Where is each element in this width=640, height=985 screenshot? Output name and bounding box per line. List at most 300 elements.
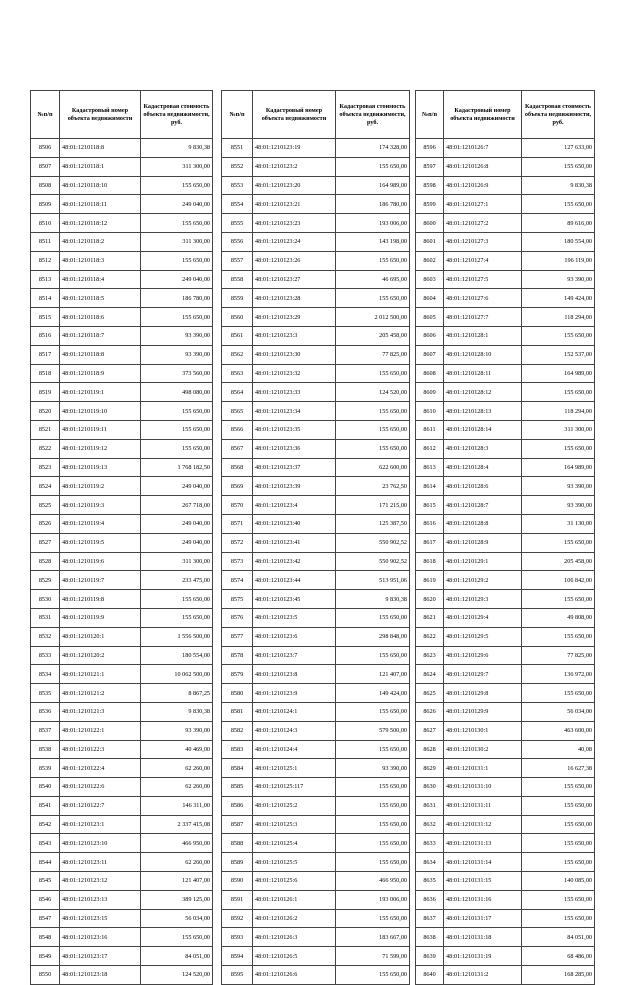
cadastral-number: 48:01:1210118:8 <box>60 139 141 158</box>
table-row <box>31 721 213 740</box>
table-row <box>31 533 213 552</box>
cadastral-value: 155 650,00 <box>522 590 595 609</box>
table-row <box>416 740 595 759</box>
cadastral-value: 155 650,00 <box>522 533 595 552</box>
cadastral-value: 62 260,00 <box>141 759 213 778</box>
row-number: 8593 <box>222 928 253 947</box>
row-number: 8613 <box>416 458 444 477</box>
cadastral-number: 48:01:1210128:9 <box>444 533 522 552</box>
cadastral-number: 48:01:1210129:8 <box>444 684 522 703</box>
table-row <box>416 815 595 834</box>
row-number: 8596 <box>416 139 444 158</box>
table-row <box>416 514 595 533</box>
cadastral-number: 48:01:1210123:26 <box>253 251 336 270</box>
row-number: 8524 <box>31 477 60 496</box>
cadastral-value: 498 080,00 <box>141 383 213 402</box>
cadastral-value: 56 034,00 <box>141 909 213 928</box>
cadastral-number: 48:01:1210123:32 <box>253 364 336 383</box>
row-number: 8592 <box>222 909 253 928</box>
cadastral-number: 48:01:1210118:2 <box>60 232 141 251</box>
cadastral-number: 48:01:1210127:7 <box>444 308 522 327</box>
cadastral-value: 171 215,00 <box>336 496 410 515</box>
row-number: 8558 <box>222 270 253 289</box>
cadastral-value: 155 650,00 <box>141 402 213 421</box>
row-number: 8532 <box>31 627 60 646</box>
row-number: 8549 <box>31 947 60 966</box>
cadastral-value: 311 300,00 <box>522 420 595 439</box>
row-number: 8578 <box>222 646 253 665</box>
row-number: 8562 <box>222 345 253 364</box>
cadastral-number: 48:01:1210119:2 <box>60 477 141 496</box>
row-number: 8542 <box>31 815 60 834</box>
table-row <box>222 590 410 609</box>
cadastral-value: 155 650,00 <box>141 590 213 609</box>
cadastral-value: 466 950,00 <box>336 872 410 891</box>
table-row <box>416 872 595 891</box>
row-number: 8508 <box>31 176 60 195</box>
table-header-row <box>222 91 410 139</box>
row-number: 8621 <box>416 608 444 627</box>
cadastral-value: 180 554,00 <box>141 646 213 665</box>
table-row <box>31 759 213 778</box>
table-row <box>222 496 410 515</box>
cadastral-value: 23 762,50 <box>336 477 410 496</box>
table-row <box>416 289 595 308</box>
row-number: 8538 <box>31 740 60 759</box>
cadastral-value: 118 294,00 <box>522 402 595 421</box>
cadastral-number: 48:01:1210128:1 <box>444 326 522 345</box>
cadastral-value: 550 902,52 <box>336 533 410 552</box>
cadastral-number: 48:01:1210123:1 <box>60 815 141 834</box>
cadastral-number: 48:01:1210126:6 <box>253 966 336 985</box>
cadastral-number: 48:01:1210126:8 <box>444 157 522 176</box>
cadastral-value: 127 633,00 <box>522 139 595 158</box>
cadastral-value: 466 950,00 <box>141 834 213 853</box>
cadastral-number: 48:01:1210130:1 <box>444 721 522 740</box>
row-number: 8577 <box>222 627 253 646</box>
table-row <box>416 627 595 646</box>
cadastral-value: 46 695,00 <box>336 270 410 289</box>
cadastral-number: 48:01:1210131:2 <box>444 966 522 985</box>
table-row <box>31 646 213 665</box>
table-row <box>31 383 213 402</box>
cadastral-number: 48:01:1210131:17 <box>444 909 522 928</box>
cadastral-value: 155 650,00 <box>522 815 595 834</box>
table-header-row <box>416 91 595 139</box>
cadastral-value: 93 390,00 <box>522 496 595 515</box>
table-row <box>416 157 595 176</box>
cadastral-number: 48:01:1210123:4 <box>253 496 336 515</box>
table-row <box>31 439 213 458</box>
cadastral-value: 155 650,00 <box>141 251 213 270</box>
cadastral-number: 48:01:1210119:10 <box>60 402 141 421</box>
cadastral-number: 48:01:1210123:36 <box>253 439 336 458</box>
row-number: 8570 <box>222 496 253 515</box>
cadastral-number: 48:01:1210119:6 <box>60 552 141 571</box>
cadastral-value: 249 040,00 <box>141 195 213 214</box>
cadastral-number: 48:01:1210127:3 <box>444 232 522 251</box>
table-row <box>31 552 213 571</box>
row-number: 8529 <box>31 571 60 590</box>
cadastral-value: 155 650,00 <box>522 778 595 797</box>
cadastral-value: 2 337 415,08 <box>141 815 213 834</box>
table-row <box>222 364 410 383</box>
cadastral-value: 16 627,38 <box>522 759 595 778</box>
table-row <box>416 270 595 289</box>
table-row <box>222 665 410 684</box>
cadastral-number: 48:01:1210119:5 <box>60 533 141 552</box>
cadastral-value: 155 650,00 <box>522 627 595 646</box>
cadastral-number: 48:01:1210129:6 <box>444 646 522 665</box>
row-number: 8507 <box>31 157 60 176</box>
cadastral-value: 62 260,00 <box>141 778 213 797</box>
cadastral-number: 48:01:1210128:14 <box>444 420 522 439</box>
cadastral-number: 48:01:1210126:9 <box>444 176 522 195</box>
table-row <box>222 420 410 439</box>
row-number: 8566 <box>222 420 253 439</box>
header-cadastral: Кадастровый номер объекта недвижимости <box>60 91 141 139</box>
cadastral-number: 48:01:1210131:19 <box>444 947 522 966</box>
cadastral-number: 48:01:1210131:15 <box>444 872 522 891</box>
cadastral-number: 48:01:1210123:19 <box>253 139 336 158</box>
table-row <box>222 947 410 966</box>
cadastral-value: 125 387,50 <box>336 514 410 533</box>
table-row <box>416 214 595 233</box>
row-number: 8617 <box>416 533 444 552</box>
cadastral-value: 186 780,00 <box>141 289 213 308</box>
table-row <box>222 402 410 421</box>
cadastral-value: 155 650,00 <box>141 928 213 947</box>
cadastral-value: 152 537,00 <box>522 345 595 364</box>
row-number: 8514 <box>31 289 60 308</box>
table-row <box>222 383 410 402</box>
table-row <box>31 496 213 515</box>
cadastral-number: 48:01:1210123:39 <box>253 477 336 496</box>
cadastral-value: 155 650,00 <box>522 853 595 872</box>
cadastral-number: 48:01:1210119:9 <box>60 608 141 627</box>
cadastral-number: 48:01:1210122:4 <box>60 759 141 778</box>
table-row <box>416 646 595 665</box>
table-row <box>222 289 410 308</box>
table-row <box>31 289 213 308</box>
cadastral-number: 48:01:1210129:1 <box>444 552 522 571</box>
cadastral-value: 93 390,00 <box>141 721 213 740</box>
table-row <box>31 176 213 195</box>
table-row <box>31 966 213 985</box>
cadastral-number: 48:01:1210125:1 <box>253 759 336 778</box>
cadastral-number: 48:01:1210126:7 <box>444 139 522 158</box>
table-row <box>31 195 213 214</box>
row-number: 8624 <box>416 665 444 684</box>
cadastral-number: 48:01:1210128:11 <box>444 364 522 383</box>
cadastral-number: 48:01:1210123:45 <box>253 590 336 609</box>
table-row <box>31 853 213 872</box>
row-number: 8601 <box>416 232 444 251</box>
table-row <box>222 909 410 928</box>
table-row <box>416 345 595 364</box>
table-row <box>31 872 213 891</box>
table-row <box>31 890 213 909</box>
cadastral-number: 48:01:1210123:29 <box>253 308 336 327</box>
row-number: 8633 <box>416 834 444 853</box>
table-row <box>222 439 410 458</box>
cadastral-value: 186 780,00 <box>336 195 410 214</box>
row-number: 8581 <box>222 702 253 721</box>
row-number: 8516 <box>31 326 60 345</box>
cadastral-number: 48:01:1210118:8 <box>60 345 141 364</box>
table-row <box>222 533 410 552</box>
cadastral-number: 48:01:1210118:7 <box>60 326 141 345</box>
cadastral-value: 155 650,00 <box>336 778 410 797</box>
row-number: 8541 <box>31 796 60 815</box>
cadastral-value: 267 718,00 <box>141 496 213 515</box>
row-number: 8545 <box>31 872 60 891</box>
row-number: 8598 <box>416 176 444 195</box>
cadastral-value: 155 650,00 <box>336 646 410 665</box>
row-number: 8563 <box>222 364 253 383</box>
table-row <box>416 439 595 458</box>
table-row <box>31 345 213 364</box>
cadastral-value: 62 260,00 <box>141 853 213 872</box>
cadastral-value: 155 650,00 <box>336 439 410 458</box>
cadastral-value: 155 650,00 <box>522 834 595 853</box>
cadastral-table-1 <box>30 90 213 985</box>
cadastral-number: 48:01:1210123:42 <box>253 552 336 571</box>
cadastral-number: 48:01:1210128:4 <box>444 458 522 477</box>
cadastral-value: 183 667,00 <box>336 928 410 947</box>
cadastral-value: 205 458,00 <box>336 326 410 345</box>
table-row <box>31 214 213 233</box>
header-value: Кадастровая стоимость объекта недвижимости, руб. <box>522 91 595 139</box>
cadastral-number: 48:01:1210123:16 <box>60 928 141 947</box>
cadastral-number: 48:01:1210119:13 <box>60 458 141 477</box>
cadastral-value: 71 599,00 <box>336 947 410 966</box>
row-number: 8513 <box>31 270 60 289</box>
cadastral-number: 48:01:1210128:6 <box>444 477 522 496</box>
cadastral-number: 48:01:1210123:33 <box>253 383 336 402</box>
cadastral-value: 155 650,00 <box>522 439 595 458</box>
row-number: 8544 <box>31 853 60 872</box>
table-row <box>222 966 410 985</box>
table-row <box>222 702 410 721</box>
cadastral-number: 48:01:1210127:6 <box>444 289 522 308</box>
cadastral-value: 9 830,38 <box>141 702 213 721</box>
row-number: 8627 <box>416 721 444 740</box>
table-row <box>416 966 595 985</box>
cadastral-number: 48:01:1210125:4 <box>253 834 336 853</box>
row-number: 8630 <box>416 778 444 797</box>
row-number: 8583 <box>222 740 253 759</box>
table-row <box>416 796 595 815</box>
cadastral-number: 48:01:1210126:5 <box>253 947 336 966</box>
cadastral-number: 48:01:1210123:37 <box>253 458 336 477</box>
row-number: 8604 <box>416 289 444 308</box>
row-number: 8631 <box>416 796 444 815</box>
table-row <box>222 608 410 627</box>
cadastral-value: 155 650,00 <box>336 740 410 759</box>
cadastral-number: 48:01:1210121:1 <box>60 665 141 684</box>
row-number: 8573 <box>222 552 253 571</box>
cadastral-number: 48:01:1210120:2 <box>60 646 141 665</box>
row-number: 8527 <box>31 533 60 552</box>
cadastral-number: 48:01:1210118:9 <box>60 364 141 383</box>
row-number: 8586 <box>222 796 253 815</box>
cadastral-value: 121 407,00 <box>141 872 213 891</box>
row-number: 8520 <box>31 402 60 421</box>
table-row <box>222 872 410 891</box>
header-num: №п/п <box>416 91 444 139</box>
cadastral-value: 249 040,00 <box>141 533 213 552</box>
cadastral-number: 48:01:1210123:24 <box>253 232 336 251</box>
row-number: 8609 <box>416 383 444 402</box>
table-row <box>31 157 213 176</box>
row-number: 8543 <box>31 834 60 853</box>
cadastral-value: 193 006,00 <box>336 214 410 233</box>
cadastral-number: 48:01:1210131:11 <box>444 796 522 815</box>
row-number: 8568 <box>222 458 253 477</box>
cadastral-number: 48:01:1210123:28 <box>253 289 336 308</box>
table-row <box>416 139 595 158</box>
row-number: 8515 <box>31 308 60 327</box>
cadastral-number: 48:01:1210131:16 <box>444 890 522 909</box>
cadastral-number: 48:01:1210118:10 <box>60 176 141 195</box>
cadastral-value: 155 650,00 <box>336 702 410 721</box>
row-number: 8556 <box>222 232 253 251</box>
cadastral-value: 155 650,00 <box>141 176 213 195</box>
row-number: 8506 <box>31 139 60 158</box>
row-number: 8517 <box>31 345 60 364</box>
table-row <box>416 665 595 684</box>
table-row <box>416 834 595 853</box>
table-row <box>416 251 595 270</box>
cadastral-number: 48:01:1210126:1 <box>253 890 336 909</box>
table-row <box>416 571 595 590</box>
table-row <box>222 176 410 195</box>
cadastral-value: 174 328,00 <box>336 139 410 158</box>
table-row <box>416 308 595 327</box>
table-row <box>31 477 213 496</box>
table-row <box>222 853 410 872</box>
table-row <box>222 139 410 158</box>
cadastral-value: 164 989,00 <box>522 364 595 383</box>
table-row <box>31 590 213 609</box>
row-number: 8597 <box>416 157 444 176</box>
cadastral-number: 48:01:1210131:10 <box>444 778 522 797</box>
cadastral-value: 93 390,00 <box>336 759 410 778</box>
table-row <box>222 552 410 571</box>
table-row <box>222 778 410 797</box>
row-number: 8552 <box>222 157 253 176</box>
cadastral-value: 389 125,00 <box>141 890 213 909</box>
row-number: 8625 <box>416 684 444 703</box>
cadastral-value: 136 972,00 <box>522 665 595 684</box>
table-row <box>222 195 410 214</box>
row-number: 8579 <box>222 665 253 684</box>
cadastral-value: 40 469,00 <box>141 740 213 759</box>
row-number: 8620 <box>416 590 444 609</box>
cadastral-value: 155 650,00 <box>522 326 595 345</box>
cadastral-number: 48:01:1210123:13 <box>60 890 141 909</box>
cadastral-value: 205 458,00 <box>522 552 595 571</box>
cadastral-number: 48:01:1210123:41 <box>253 533 336 552</box>
cadastral-value: 155 650,00 <box>522 157 595 176</box>
cadastral-number: 48:01:1210123:21 <box>253 195 336 214</box>
row-number: 8606 <box>416 326 444 345</box>
cadastral-number: 48:01:1210123:30 <box>253 345 336 364</box>
table-row <box>222 571 410 590</box>
table-header-row <box>31 91 213 139</box>
cadastral-number: 48:01:1210131:13 <box>444 834 522 853</box>
cadastral-value: 155 650,00 <box>141 608 213 627</box>
cadastral-number: 48:01:1210121:3 <box>60 702 141 721</box>
table-row <box>416 721 595 740</box>
table-row <box>31 684 213 703</box>
cadastral-number: 48:01:1210128:12 <box>444 383 522 402</box>
cadastral-value: 149 424,00 <box>522 289 595 308</box>
cadastral-value: 155 650,00 <box>336 157 410 176</box>
cadastral-value: 155 650,00 <box>141 308 213 327</box>
row-number: 8525 <box>31 496 60 515</box>
table-row <box>416 232 595 251</box>
cadastral-value: 155 650,00 <box>336 608 410 627</box>
row-number: 8564 <box>222 383 253 402</box>
cadastral-number: 48:01:1210129:4 <box>444 608 522 627</box>
cadastral-value: 121 407,00 <box>336 665 410 684</box>
table-row <box>416 326 595 345</box>
cadastral-number: 48:01:1210118:11 <box>60 195 141 214</box>
table-row <box>31 514 213 533</box>
row-number: 8522 <box>31 439 60 458</box>
table-row <box>416 533 595 552</box>
table-row <box>416 552 595 571</box>
table-row <box>416 195 595 214</box>
table-row <box>31 364 213 383</box>
cadastral-value: 180 554,00 <box>522 232 595 251</box>
cadastral-number: 48:01:1210131:18 <box>444 928 522 947</box>
cadastral-number: 48:01:1210123:5 <box>253 608 336 627</box>
table-row <box>416 402 595 421</box>
cadastral-number: 48:01:1210123:2 <box>253 157 336 176</box>
table-row <box>222 796 410 815</box>
table-row <box>222 834 410 853</box>
cadastral-value: 311 300,00 <box>141 552 213 571</box>
cadastral-number: 48:01:1210129:3 <box>444 590 522 609</box>
cadastral-number: 48:01:1210118:6 <box>60 308 141 327</box>
table-row <box>416 890 595 909</box>
cadastral-number: 48:01:1210123:34 <box>253 402 336 421</box>
row-number: 8638 <box>416 928 444 947</box>
row-number: 8588 <box>222 834 253 853</box>
cadastral-value: 311 300,00 <box>141 157 213 176</box>
cadastral-number: 48:01:1210129:7 <box>444 665 522 684</box>
row-number: 8561 <box>222 326 253 345</box>
row-number: 8567 <box>222 439 253 458</box>
row-number: 8565 <box>222 402 253 421</box>
row-number: 8590 <box>222 872 253 891</box>
cadastral-value: 1 556 500,00 <box>141 627 213 646</box>
row-number: 8636 <box>416 890 444 909</box>
cadastral-value: 233 475,00 <box>141 571 213 590</box>
row-number: 8612 <box>416 439 444 458</box>
cadastral-value: 1 768 182,50 <box>141 458 213 477</box>
table-row <box>222 232 410 251</box>
row-number: 8618 <box>416 552 444 571</box>
table-row <box>222 251 410 270</box>
cadastral-value: 93 390,00 <box>141 326 213 345</box>
cadastral-number: 48:01:1210125:3 <box>253 815 336 834</box>
row-number: 8582 <box>222 721 253 740</box>
cadastral-number: 48:01:1210125:2 <box>253 796 336 815</box>
